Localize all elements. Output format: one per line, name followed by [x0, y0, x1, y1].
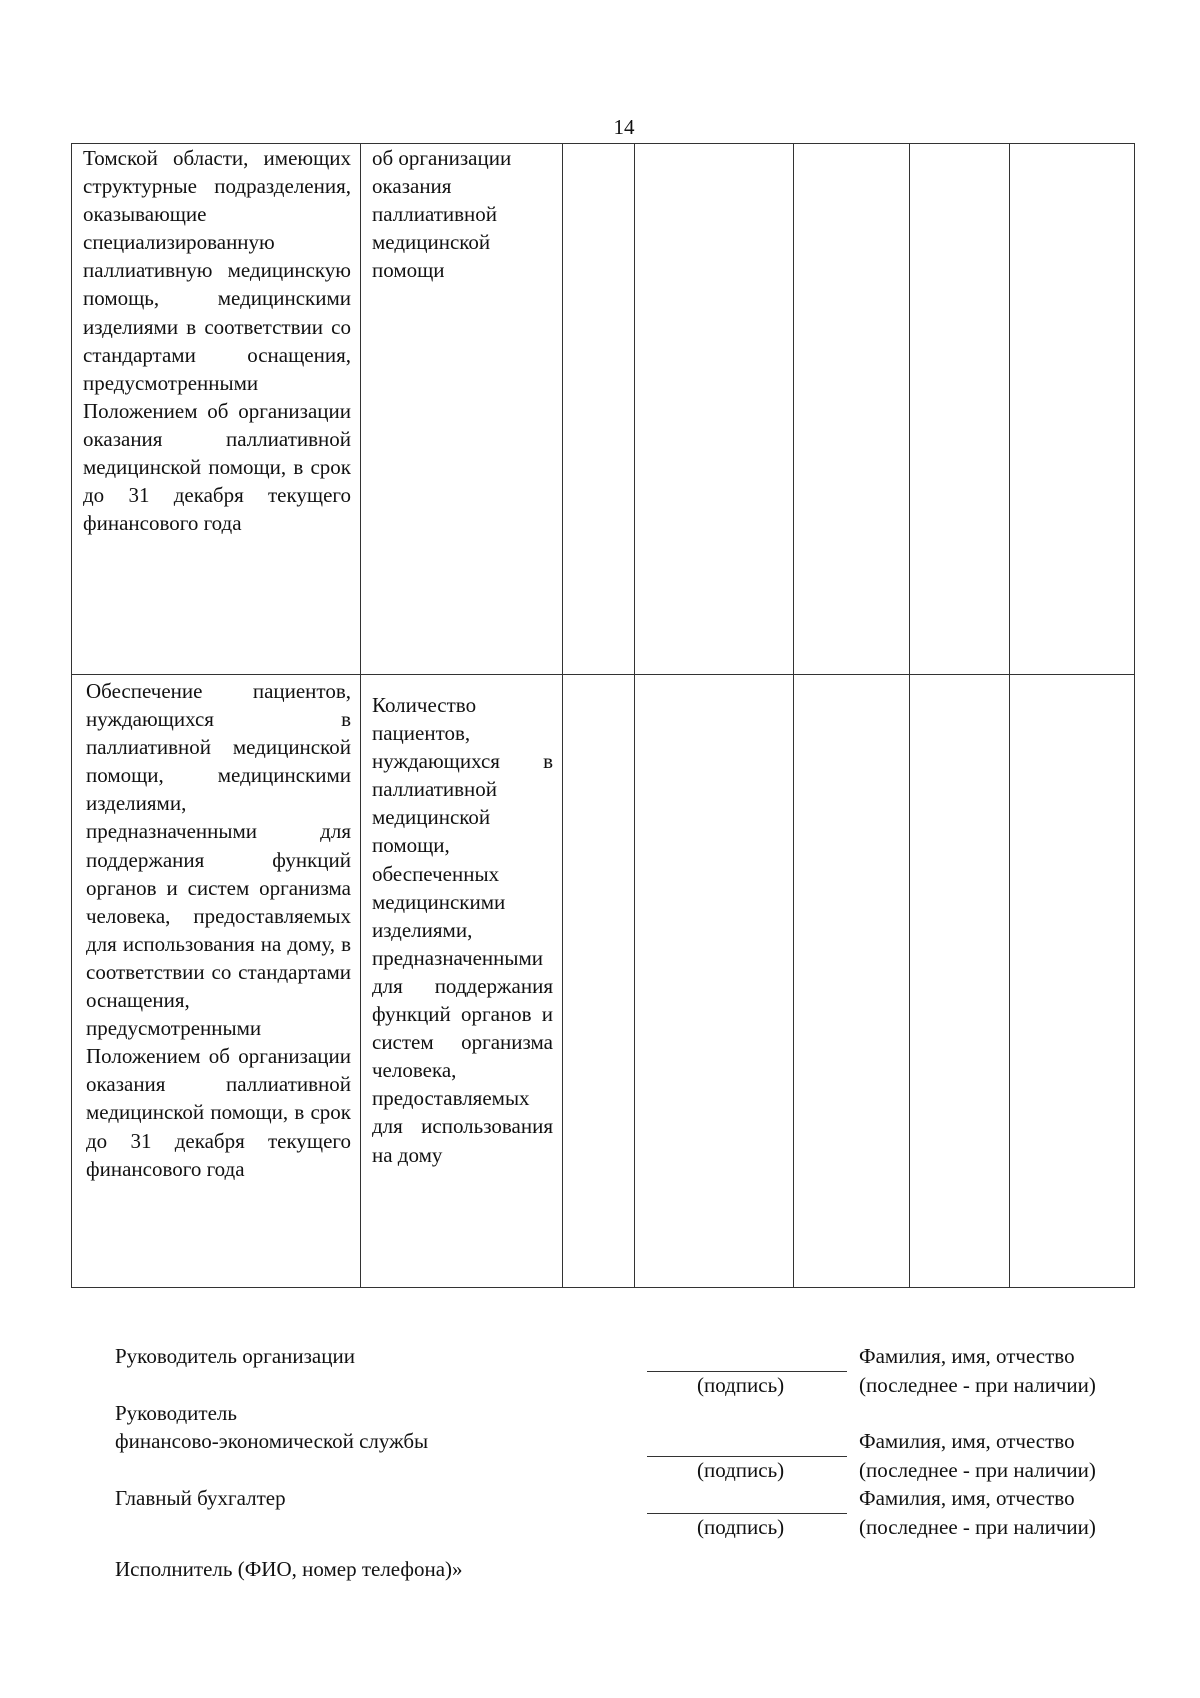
name-caption-line2: (последнее - при наличии) — [859, 1458, 1096, 1482]
head-label: Руководитель организации — [115, 1344, 355, 1368]
signature-caption: (подпись) — [697, 1458, 785, 1482]
executor-label: Исполнитель (ФИО, номер телефона)» — [115, 1557, 463, 1581]
finance-label-line2: финансово-экономической службы — [115, 1429, 429, 1453]
cell-text: Томской области, имеющих структурные подразделения, оказывающие специализированную паллиативную медицинскую помощь, медицинскими изделиями в соответствии со стандартами оснащения, предусмотренными Положением об организации оказания паллиативной медицинской помощи, в срок до 31 декабря текущего финансового года — [83, 146, 351, 536]
finance-label-line1: Руководитель — [115, 1401, 237, 1425]
name-caption-line2: (последнее - при наличии) — [859, 1515, 1096, 1539]
name-caption-line2: (последнее - при наличии) — [859, 1373, 1096, 1397]
signature-caption: (подпись) — [697, 1515, 785, 1539]
name-caption-line1: Фамилия, имя, отчество — [859, 1429, 1075, 1453]
accountant-label: Главный бухгалтер — [115, 1486, 286, 1510]
page-number: 14 — [613, 115, 635, 139]
cell-text: об организации оказания паллиативной медицинской помощи — [372, 146, 512, 283]
name-caption-line1: Фамилия, имя, отчество — [859, 1486, 1075, 1510]
signature-caption: (подпись) — [697, 1373, 785, 1397]
name-caption-line1: Фамилия, имя, отчество — [859, 1344, 1075, 1368]
cell-text: Обеспечение пациентов, нуждающихся в паллиативной медицинской помощи, медицинскими изделиями, предназначенными для поддержания функций органов и систем организма человека, предоставляемых для использования на дому, в соответствии со стандартами оснащения, предусмотренными Положением об организации оказания паллиативной медицинской помощи, в срок до 31 декабря текущего финансового года — [86, 679, 351, 1181]
cell-text: Количество пациентов, нуждающихся в паллиативной медицинской помощи, обеспеченных медицинскими изделиями, предназначенными для поддержания функций органов и систем организма человека, предоставляемых для использования на дому — [372, 693, 553, 1167]
